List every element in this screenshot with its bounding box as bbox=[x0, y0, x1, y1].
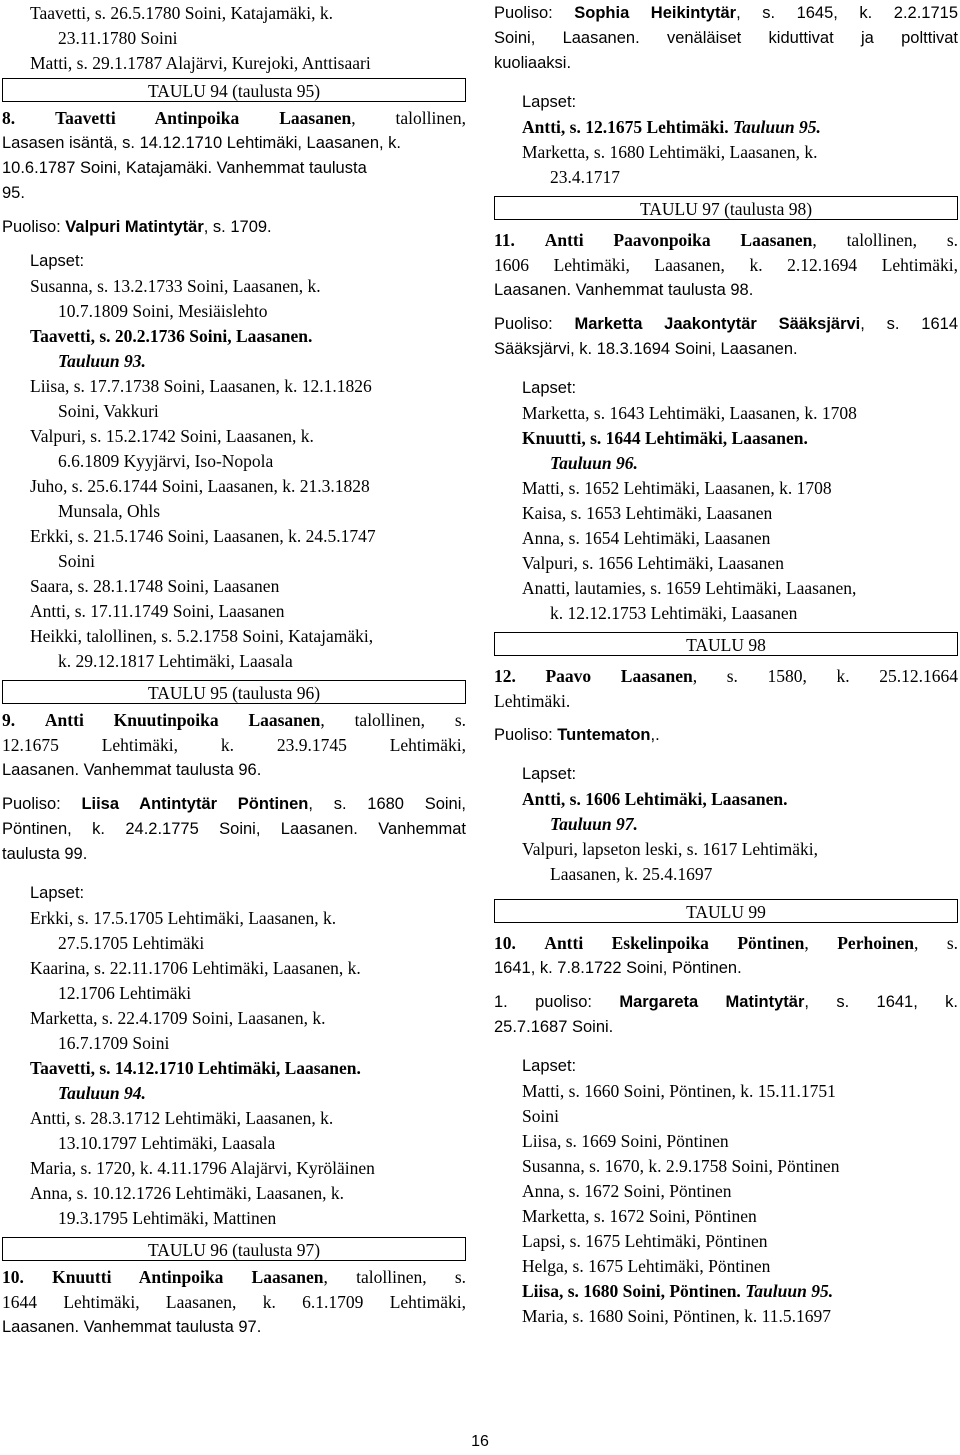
child-line: Saara, s. 28.1.1748 Soini, Laasanen bbox=[30, 576, 280, 596]
child-line: Juho, s. 25.6.1744 Soini, Laasanen, k. 21.3.1828 bbox=[30, 476, 370, 496]
child-line: k. 29.12.1817 Lehtimäki, Laasala bbox=[58, 651, 293, 671]
child-line: Maria, s. 1680 Soini, Pöntinen, k. 11.5.1697 bbox=[522, 1306, 832, 1326]
child-line bbox=[2, 1056, 466, 1081]
entry-line: Laasanen. Vanhemmat taulusta 98. bbox=[494, 281, 754, 299]
child-line: Antti, s. 28.3.1712 Lehtimäki, Laasanen, k. bbox=[30, 1108, 334, 1128]
child-line: Valpuri, lapseton leski, s. 1617 Lehtimäki, bbox=[522, 839, 818, 859]
entry-line bbox=[2, 106, 466, 131]
entry-line: Lasasen isäntä, s. 14.12.1710 Lehtimäki, Laasanen, k. bbox=[2, 134, 402, 152]
entry-line: Laasanen. Vanhemmat taulusta 97. bbox=[2, 1318, 262, 1336]
spouse-label: 1. puoliso: bbox=[494, 993, 620, 1011]
child-line: Marketta, s. 1643 Lehtimäki, Laasanen, k. 1708 bbox=[522, 403, 857, 423]
entry-number: 9. bbox=[2, 710, 16, 730]
child-bold: Taavetti, s. 20.2.1736 Soini, Laasanen. bbox=[30, 326, 313, 346]
child-line: Kaarina, s. 22.11.1706 Lehtimäki, Laasanen, k. bbox=[30, 958, 361, 978]
table-reference: Tauluun 96. bbox=[550, 453, 638, 473]
child-line: k. 12.12.1753 Lehtimäki, Laasanen bbox=[550, 603, 798, 623]
child-line: Marketta, s. 22.4.1709 Soini, Laasanen, k. bbox=[30, 1008, 326, 1028]
child-line: Munsala, Ohls bbox=[58, 501, 161, 521]
child-line bbox=[494, 812, 958, 837]
child-line: Kaisa, s. 1653 Lehtimäki, Laasanen bbox=[522, 503, 773, 523]
table-header-99: TAULU 99 bbox=[494, 899, 958, 923]
spouse-line bbox=[494, 1, 958, 26]
text-line: Taavetti, s. 26.5.1780 Soini, Katajamäki, k. bbox=[30, 3, 334, 23]
children-label: Lapset: bbox=[522, 1057, 577, 1075]
entry-line: 1644 Lehtimäki, Laasanen, k. 6.1.1709 Lehtimäki, bbox=[2, 1292, 466, 1312]
entry-line bbox=[494, 228, 958, 253]
child-bold: Knuutti, s. 1644 Lehtimäki, Laasanen. bbox=[522, 428, 808, 448]
entry-line bbox=[2, 1265, 466, 1290]
table-reference: Tauluun 95. bbox=[732, 117, 821, 137]
child-line bbox=[2, 1081, 466, 1106]
table-reference: Tauluun 97. bbox=[550, 814, 638, 834]
children-label: Lapset: bbox=[30, 884, 85, 902]
spouse-text: , s. 1641, k. bbox=[804, 993, 958, 1011]
child-line: Marketta, s. 1680 Lehtimäki, Laasanen, k. bbox=[522, 142, 818, 162]
entry-line bbox=[2, 708, 466, 733]
children-label: Lapset: bbox=[522, 765, 577, 783]
person-name: Antti Paavonpoika Laasanen bbox=[544, 230, 813, 250]
child-line: Matti, s. 1660 Soini, Pöntinen, k. 15.11.1751 bbox=[522, 1081, 836, 1101]
person-name: Perhoinen bbox=[837, 933, 915, 953]
child-line: Helga, s. 1675 Lehtimäki, Pöntinen bbox=[522, 1256, 771, 1276]
child-line: Liisa, s. 1669 Soini, Pöntinen bbox=[522, 1131, 729, 1151]
entry-text: , s. bbox=[914, 933, 959, 953]
child-line: Anna, s. 1654 Lehtimäki, Laasanen bbox=[522, 528, 771, 548]
spouse-line bbox=[494, 990, 958, 1015]
child-line: 23.4.1717 bbox=[550, 167, 620, 187]
children-label: Lapset: bbox=[522, 379, 577, 397]
spouse-line: taulusta 99. bbox=[2, 845, 88, 863]
child-line: Anna, s. 1672 Soini, Pöntinen bbox=[522, 1181, 732, 1201]
table-reference: Tauluun 95. bbox=[745, 1281, 834, 1301]
child-line: Lapsi, s. 1675 Lehtimäki, Pöntinen bbox=[522, 1231, 768, 1251]
child-line: 27.5.1705 Lehtimäki bbox=[58, 933, 205, 953]
spouse-text: ,. bbox=[650, 726, 660, 744]
children-label: Lapset: bbox=[522, 93, 577, 111]
table-header-98: TAULU 98 bbox=[494, 632, 958, 656]
child-line bbox=[2, 324, 466, 349]
child-line: 16.7.1709 Soini bbox=[58, 1033, 170, 1053]
child-line bbox=[494, 451, 958, 476]
spouse-label: Puoliso: bbox=[2, 795, 82, 813]
child-bold: Liisa, s. 1680 Soini, Pöntinen. bbox=[522, 1281, 741, 1301]
table-reference: Tauluun 94. bbox=[58, 1083, 146, 1103]
spouse-name: Sophia Heikintytär bbox=[574, 4, 737, 22]
child-line: Antti, s. 17.11.1749 Soini, Laasanen bbox=[30, 601, 285, 621]
person-name: Paavo Laasanen bbox=[545, 666, 693, 686]
text-line: 23.11.1780 Soini bbox=[58, 28, 178, 48]
entry-line bbox=[494, 931, 958, 956]
entry-text: , talollinen, s. bbox=[323, 1267, 467, 1287]
entry-line: 1641, k. 7.8.1722 Soini, Pöntinen. bbox=[494, 959, 742, 977]
entry-text: , talollinen, s. bbox=[320, 710, 467, 730]
child-line: Laasanen, k. 25.4.1697 bbox=[550, 864, 713, 884]
child-line: Liisa, s. 17.7.1738 Soini, Laasanen, k. 12.1.1826 bbox=[30, 376, 372, 396]
child-line bbox=[494, 1279, 958, 1304]
child-bold: Taavetti, s. 14.12.1710 Lehtimäki, Laasanen. bbox=[30, 1058, 361, 1078]
child-line bbox=[494, 115, 958, 140]
entry-text: , bbox=[804, 933, 838, 953]
child-line bbox=[494, 787, 958, 812]
child-line: Susanna, s. 1670, k. 2.9.1758 Soini, Pöntinen bbox=[522, 1156, 840, 1176]
person-name: Taavetti Antinpoika Laasanen bbox=[55, 108, 352, 128]
table-header-94: TAULU 94 (taulusta 95) bbox=[2, 78, 466, 102]
entry-number: 10. bbox=[2, 1267, 24, 1287]
child-bold: Antti, s. 12.1675 Lehtimäki. bbox=[522, 117, 729, 137]
entry-text: , s. 1580, k. 25.12.1664 bbox=[692, 666, 958, 686]
spouse-name: Valpuri Matintytär bbox=[65, 218, 204, 236]
child-line: Erkki, s. 17.5.1705 Lehtimäki, Laasanen, k. bbox=[30, 908, 337, 928]
child-line: 13.10.1797 Lehtimäki, Laasala bbox=[58, 1133, 276, 1153]
child-line: Soini bbox=[58, 551, 95, 571]
child-line: Anna, s. 10.12.1726 Lehtimäki, Laasanen, k. bbox=[30, 1183, 344, 1203]
person-name: Antti Knuutinpoika Laasanen bbox=[44, 710, 321, 730]
child-line: Maria, s. 1720, k. 4.11.1796 Alajärvi, Kyröläinen bbox=[30, 1158, 375, 1178]
child-line: Soini, Vakkuri bbox=[58, 401, 159, 421]
entry-line: Lehtimäki. bbox=[494, 691, 571, 711]
spouse-label: Puoliso: bbox=[494, 4, 575, 22]
person-name: Knuutti Antinpoika Laasanen bbox=[52, 1267, 324, 1287]
spouse-name: Marketta Jaakontytär Sääksjärvi bbox=[574, 315, 861, 333]
spouse-line: Pöntinen, k. 24.2.1775 Soini, Laasanen. Vanhemmat bbox=[2, 820, 466, 838]
child-line: 19.3.1795 Lehtimäki, Mattinen bbox=[58, 1208, 277, 1228]
spouse-label: Puoliso: bbox=[494, 726, 558, 744]
table-header-97: TAULU 97 (taulusta 98) bbox=[494, 196, 958, 220]
spouse-line: kuoliaaksi. bbox=[494, 54, 572, 72]
entry-number: 10. bbox=[494, 933, 516, 953]
child-line: 12.1706 Lehtimäki bbox=[58, 983, 192, 1003]
entry-text: , talollinen, s. bbox=[812, 230, 959, 250]
child-line: Susanna, s. 13.2.1733 Soini, Laasanen, k. bbox=[30, 276, 321, 296]
spouse-line: Sääksjärvi, k. 18.3.1694 Soini, Laasanen. bbox=[494, 340, 798, 358]
child-line bbox=[2, 349, 466, 374]
child-line: Heikki, talollinen, s. 5.2.1758 Soini, Katajamäki, bbox=[30, 626, 374, 646]
spouse-label: Puoliso: bbox=[2, 218, 66, 236]
child-line: Matti, s. 1652 Lehtimäki, Laasanen, k. 1708 bbox=[522, 478, 832, 498]
spouse-line bbox=[494, 723, 958, 748]
table-header-96: TAULU 96 (taulusta 97) bbox=[2, 1237, 466, 1261]
entry-line bbox=[494, 664, 958, 689]
spouse-line bbox=[2, 792, 466, 817]
page-number: 16 bbox=[471, 1433, 489, 1450]
spouse-text: , s. 1709. bbox=[203, 218, 272, 236]
child-line: Anatti, lautamies, s. 1659 Lehtimäki, Laasanen, bbox=[522, 578, 857, 598]
spouse-name: Liisa Antintytär Pöntinen bbox=[81, 795, 309, 813]
entry-number: 8. bbox=[2, 108, 16, 128]
spouse-text: , s. 1645, k. 2.2.1715 bbox=[736, 4, 958, 22]
table-reference: Tauluun 93. bbox=[58, 351, 146, 371]
children-label: Lapset: bbox=[30, 252, 85, 270]
left-column bbox=[2, 1, 466, 1340]
spouse-name: Tuntematon bbox=[557, 726, 651, 744]
child-line: Erkki, s. 21.5.1746 Soini, Laasanen, k. 24.5.1747 bbox=[30, 526, 376, 546]
entry-line: 12.1675 Lehtimäki, k. 23.9.1745 Lehtimäki, bbox=[2, 735, 466, 755]
spouse-text: , s. 1680 Soini, bbox=[308, 795, 466, 813]
spouse-line bbox=[2, 215, 466, 240]
child-line: Valpuri, s. 15.2.1742 Soini, Laasanen, k. bbox=[30, 426, 314, 446]
entry-line: 1606 Lehtimäki, Laasanen, k. 2.12.1694 Lehtimäki, bbox=[494, 255, 958, 275]
entry-text: , talollinen, bbox=[351, 108, 466, 128]
person-name: Antti Eskelinpoika Pöntinen bbox=[544, 933, 805, 953]
child-line: Marketta, s. 1672 Soini, Pöntinen bbox=[522, 1206, 757, 1226]
spouse-line bbox=[494, 312, 958, 337]
child-line bbox=[494, 426, 958, 451]
child-line: Soini bbox=[522, 1106, 559, 1126]
spouse-text: , s. 1614 bbox=[860, 315, 958, 333]
child-line: Valpuri, s. 1656 Lehtimäki, Laasanen bbox=[522, 553, 784, 573]
child-bold: Antti, s. 1606 Lehtimäki, Laasanen. bbox=[522, 789, 788, 809]
right-column bbox=[494, 1, 958, 1329]
entry-line: Laasanen. Vanhemmat taulusta 96. bbox=[2, 761, 262, 779]
spouse-line: 25.7.1687 Soini. bbox=[494, 1018, 614, 1036]
spouse-line: Soini, Laasanen. venäläiset kiduttivat ja polttivat bbox=[494, 29, 958, 47]
child-line: 6.6.1809 Kyyjärvi, Iso-Nopola bbox=[58, 451, 274, 471]
table-header-95: TAULU 95 (taulusta 96) bbox=[2, 680, 466, 704]
child-line: 10.7.1809 Soini, Mesiäislehto bbox=[58, 301, 268, 321]
entry-number: 12. bbox=[494, 666, 516, 686]
entry-line: 10.6.1787 Soini, Katajamäki. Vanhemmat taulusta bbox=[2, 159, 367, 177]
text-line: Matti, s. 29.1.1787 Alajärvi, Kurejoki, Anttisaari bbox=[30, 53, 371, 73]
spouse-label: Puoliso: bbox=[494, 315, 575, 333]
entry-number: 11. bbox=[494, 230, 515, 250]
entry-line: 95. bbox=[2, 184, 25, 202]
spouse-name: Margareta Matintytär bbox=[619, 993, 805, 1011]
